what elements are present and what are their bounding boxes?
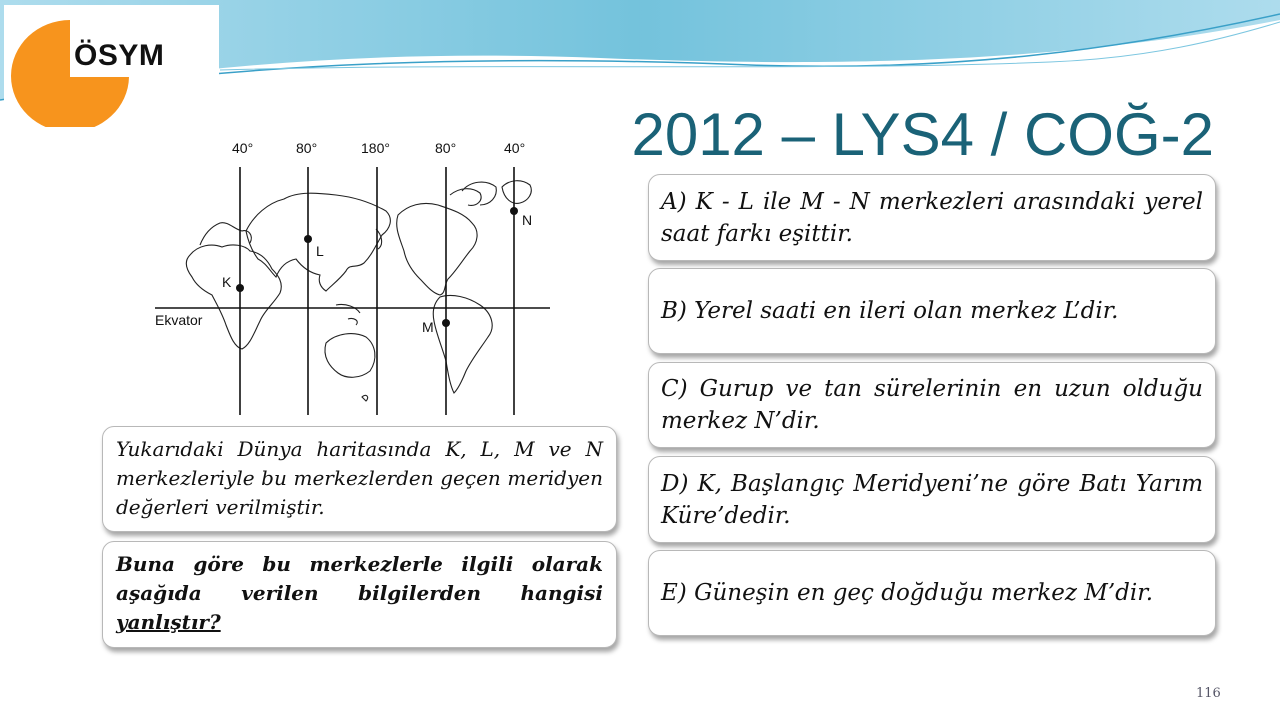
option-e-text: E) Güneşin en geç doğduğu merkez M’dir. [661, 580, 1154, 606]
page-title: 2012 – LYS4 / COĞ-2 [631, 101, 1214, 168]
point-l-marker [304, 235, 312, 243]
option-d[interactable] [648, 456, 1216, 543]
option-b[interactable] [648, 268, 1216, 354]
option-b-text: B) Yerel saati en ileri olan merkez L’dir. [661, 298, 1119, 324]
option-a-text: A) K - L ile M - N merkezleri arasındaki yerel saat farkı eşittir. [661, 188, 1203, 247]
meridian-label-2: 80° [296, 140, 318, 156]
equator-label: Ekvator [155, 312, 203, 328]
meridian-label-3: 180° [361, 140, 390, 156]
question-prompt-main: Buna göre bu merkezlerle ilgili olarak aşağıda verilen bilgilerden hangisi [116, 552, 603, 605]
logo-text: ÖSYM [74, 39, 165, 72]
question-prompt-text [116, 550, 603, 637]
question-intro-box [102, 426, 617, 532]
point-m-marker [442, 319, 450, 327]
question-prompt-keyword: yanlıştır? [116, 610, 221, 634]
question-intro-text: Yukarıdaki Dünya haritasında K, L, M ve N merkezleriyle bu merkezlerden geçen meridyen değerleri verilmiştir. [116, 437, 603, 519]
option-a[interactable] [648, 174, 1216, 261]
meridian-label-1: 40° [232, 140, 254, 156]
option-e[interactable] [648, 550, 1216, 636]
question-prompt-box [102, 541, 617, 648]
point-n-label: N [522, 212, 533, 228]
point-l-label: L [316, 243, 324, 259]
world-map [150, 135, 560, 420]
osym-logo [4, 5, 219, 127]
point-n-marker [510, 207, 518, 215]
page-number: 116 [1196, 686, 1221, 701]
option-c[interactable] [648, 362, 1216, 448]
point-k-label: K [222, 274, 232, 290]
meridian-label-4: 80° [435, 140, 457, 156]
option-c-text: C) Gurup ve tan sürelerinin en uzun olduğu merkez N’dir. [661, 376, 1203, 434]
option-d-text: D) K, Başlangıç Meridyeni’ne göre Batı Yarım Küre’dedir. [661, 470, 1203, 529]
point-m-label: M [422, 319, 434, 335]
meridian-label-5: 40° [504, 140, 526, 156]
point-k-marker [236, 284, 244, 292]
